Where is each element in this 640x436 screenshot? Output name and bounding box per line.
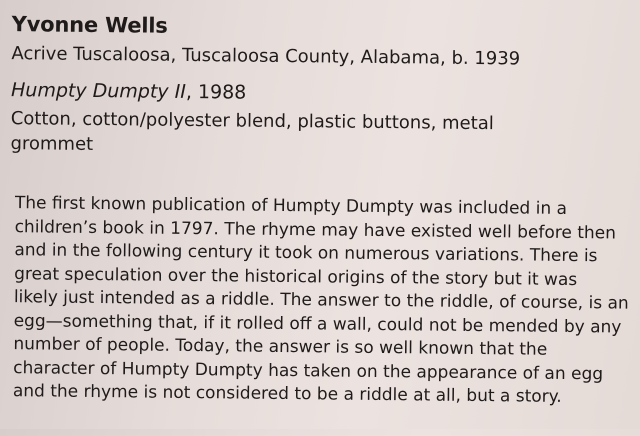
artwork-year: , 1988: [185, 80, 247, 104]
artwork-title-line: [11, 79, 246, 103]
artist-origin: Acrive Tuscaloosa, Tuscaloosa County, Alabama, b. 1939: [11, 43, 521, 70]
description-line: likely just intended as a riddle. The answer to the riddle, of course, is an: [13, 287, 629, 314]
description-line: and the rhyme is not considered to be a riddle at all, but a story.: [12, 381, 562, 407]
description-line: number of people. Today, the answer is so well known that the: [13, 334, 548, 360]
medium-line: Cotton, cotton/polyester blend, plastic buttons, metal: [10, 108, 494, 135]
artwork-description: [13, 192, 633, 410]
description-line: egg—something that, if it rolled off a wall, could not be mended by any: [13, 310, 622, 338]
description-line: and in the following century it took on numerous variations. There is: [14, 240, 598, 267]
artwork-medium: [10, 106, 530, 161]
medium-line: grommet: [10, 133, 94, 155]
description-line: The first known publication of Humpty Dumpty was included in a: [14, 193, 568, 219]
artist-name: Yvonne Wells: [11, 12, 168, 38]
artwork-title: Humpty Dumpty II: [10, 79, 186, 103]
description-line: character of Humpty Dumpty has taken on the appearance of an egg: [13, 357, 604, 384]
description-line: great speculation over the historical origins of the story but it was: [14, 263, 578, 290]
description-line: children’s book in 1797. The rhyme may have existed well before then: [14, 216, 617, 243]
